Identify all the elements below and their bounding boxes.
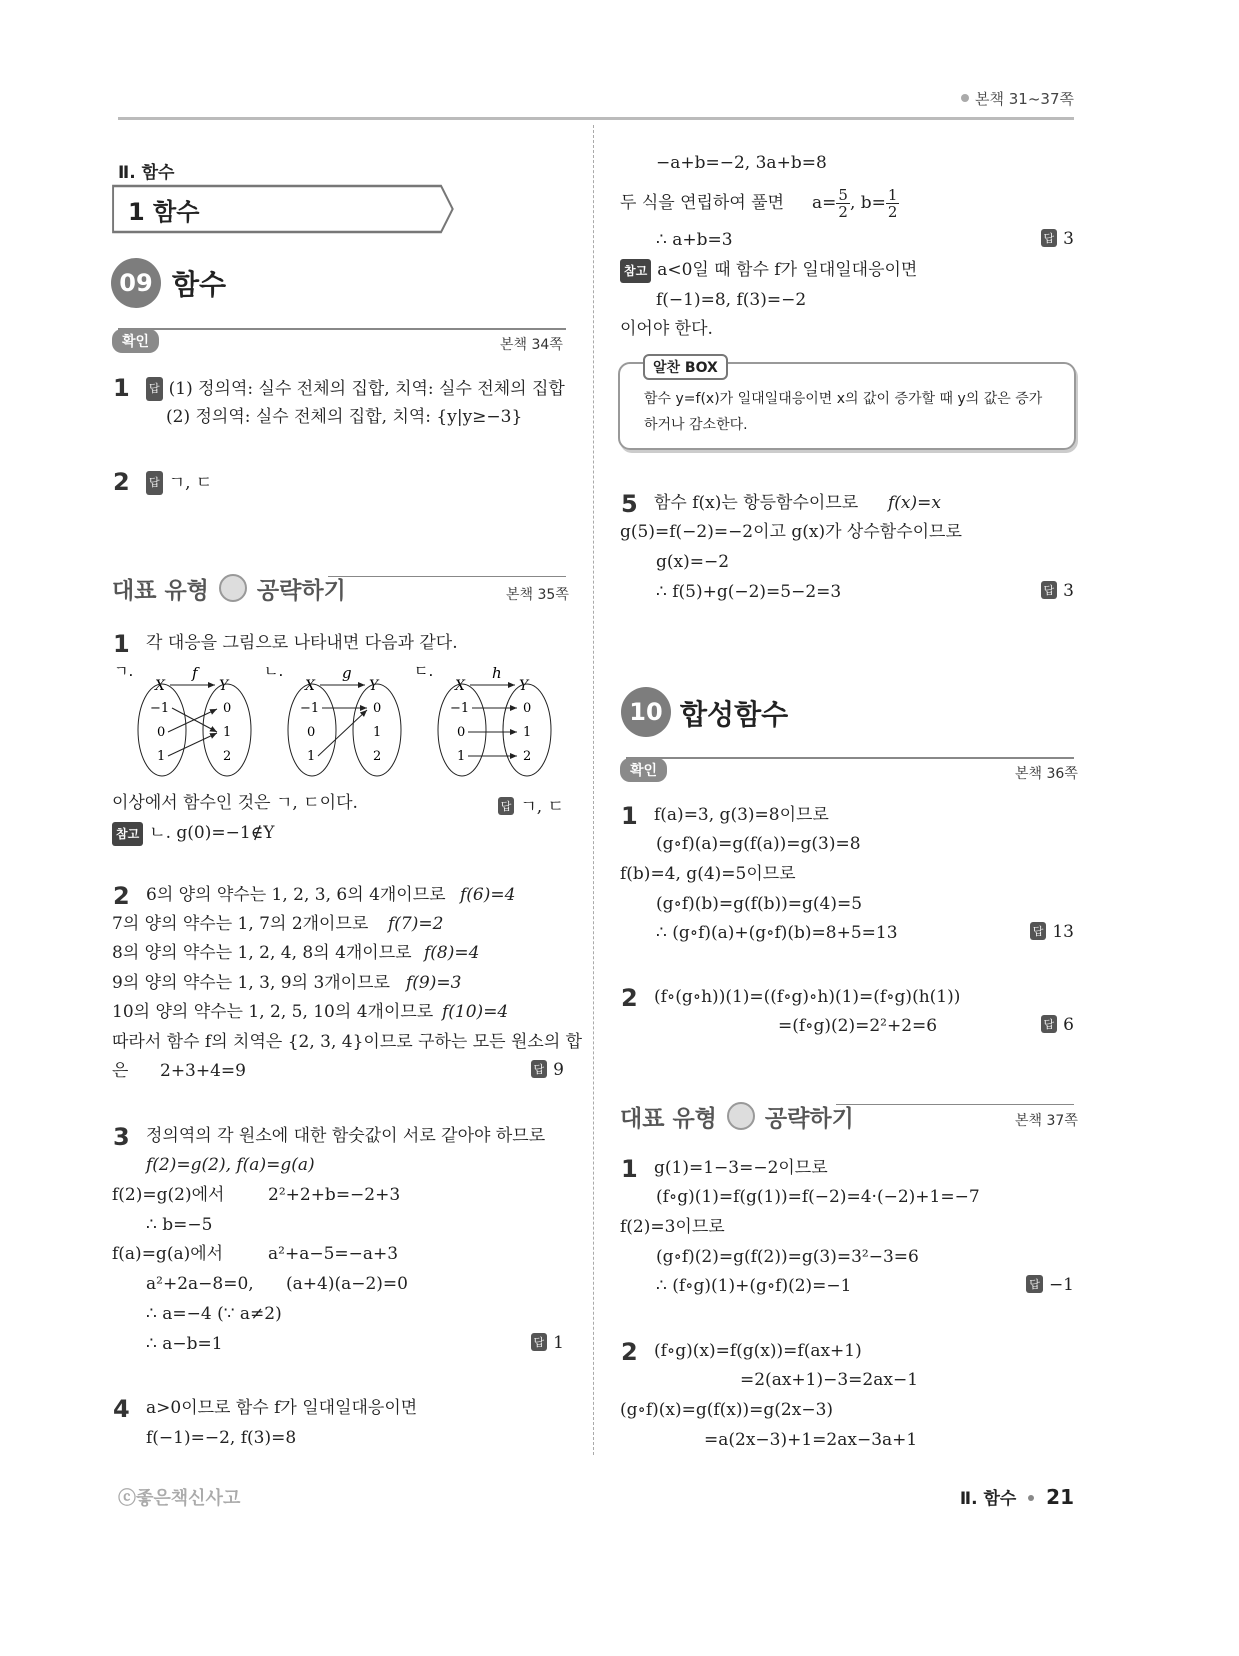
note-line [620, 259, 917, 283]
chapter-label: Ⅱ. 함수 [118, 163, 175, 183]
diagram-tag: ㄴ. [264, 662, 284, 680]
answer-line [1026, 1275, 1074, 1295]
mascot-icon [219, 574, 247, 602]
footer-chapter: Ⅱ. 함수 21 [959, 1485, 1074, 1509]
problem-text: 정의역의 각 원소에 대한 함숫값이 서로 같아야 하므로 [146, 1126, 546, 1146]
problem-number: 1 [621, 802, 638, 830]
math-line: 2+3+4=9 [160, 1061, 246, 1081]
confirm-rule [626, 757, 1074, 759]
math-line: ∴ a+b=3 [656, 230, 733, 250]
diagram-func: h [492, 664, 502, 682]
answer-line [146, 471, 212, 495]
page-reference: 본책 36쪽 [1015, 766, 1078, 782]
domain-element: 0 [457, 725, 466, 740]
problem-number: 2 [621, 984, 638, 1012]
domain-element: −1 [300, 701, 320, 716]
set-label: X [455, 678, 465, 694]
math-line: g(1)=1−3=−2이므로 [654, 1158, 828, 1178]
page-reference: 본책 35쪽 [506, 587, 569, 603]
confirm-badge: 확인 [112, 329, 159, 353]
tip-box-text: 하거나 감소한다. [644, 417, 748, 433]
math-line: a= $\frac{5}{2}$ , b= $\frac{1}{2}$ [812, 186, 898, 221]
math-line: ∴ (f∘g)(1)+(g∘f)(2)=−1 [656, 1276, 852, 1296]
daepyo-rule [836, 1104, 1074, 1105]
codomain-element: 0 [373, 701, 382, 716]
note-badge: 참고 [112, 822, 143, 846]
problem-text: 두 식을 연립하여 풀면 [620, 193, 785, 213]
problem-number: 1 [113, 374, 130, 402]
math-line: (g∘f)(x)=g(f(x))=g(2x−3) [620, 1400, 834, 1420]
codomain-element: 2 [223, 749, 232, 764]
math-line: f(2)=g(2), f(a)=g(a) [146, 1155, 315, 1175]
domain-element: 1 [307, 749, 316, 764]
math-line: f(10)=4 [442, 1002, 509, 1022]
problem-number: 2 [621, 1338, 638, 1366]
answer-badge: 답 [1026, 1275, 1043, 1293]
math-line: (g∘f)(a)=g(f(a))=g(3)=8 [656, 834, 861, 854]
domain-element: 0 [307, 725, 316, 740]
math-line: −a+b=−2, 3a+b=8 [656, 153, 827, 173]
answer-line [1030, 922, 1074, 942]
problem-number: 4 [113, 1395, 130, 1423]
diagram-tag: ㄷ. [414, 662, 434, 680]
math-line: ∴ (g∘f)(a)+(g∘f)(b)=8+5=13 [656, 923, 898, 943]
answer-line: (2) 정의역: 실수 전체의 집합, 치역: {y|y≥−3} [166, 407, 523, 427]
section-number: 10 [621, 687, 671, 737]
problem-text: 8의 양의 약수는 1, 2, 4, 8의 4개이므로 [112, 943, 412, 963]
domain-element: 1 [457, 749, 466, 764]
answer-text: 3 [1063, 581, 1074, 601]
domain-element: −1 [450, 701, 470, 716]
math-line: f(2)=3이므로 [620, 1217, 725, 1237]
answer-badge: 답 [1041, 229, 1058, 247]
math-line: (f∘g)(x)=f(g(x))=f(ax+1) [654, 1341, 862, 1361]
publisher-logo: ⓒ좋은책신사고 [118, 1488, 241, 1509]
fraction: $\frac{1}{2}$ [887, 186, 898, 221]
answer-text: 1 [553, 1333, 564, 1353]
math-line: (a+4)(a−2)=0 [286, 1274, 408, 1294]
codomain-element: 1 [523, 725, 532, 740]
math-line: f(x)=x [888, 493, 941, 513]
mascot-icon [727, 1102, 755, 1130]
problem-number: 3 [113, 1123, 130, 1151]
note-text: 이어야 한다. [620, 319, 713, 339]
answer-badge: 답 [1030, 922, 1047, 940]
section-number: 09 [111, 258, 161, 308]
answer-text: (1) 정의역: 실수 전체의 집합, 치역: 실수 전체의 집합 [168, 379, 565, 399]
answer-badge: 답 [146, 471, 163, 495]
page-reference: 본책 37쪽 [1015, 1113, 1078, 1129]
confirm-rule [118, 328, 566, 330]
answer-text: 6 [1063, 1015, 1074, 1035]
note-text: ㄴ. g(0)=−1∉Y [149, 823, 275, 843]
math-line: 2²+2+b=−2+3 [268, 1185, 401, 1205]
answer-badge: 답 [531, 1060, 548, 1078]
chapter-banner: 1 함수 [128, 198, 200, 226]
math-line: f(−1)=−2, f(3)=8 [146, 1428, 297, 1448]
math-line: ∴ a−b=1 [146, 1334, 223, 1354]
domain-element: 1 [157, 749, 166, 764]
answer-badge: 답 [531, 1333, 548, 1351]
math-line: ∴ f(5)+g(−2)=5−2=3 [656, 582, 842, 602]
tip-box-text: 함수 y=f(x)가 일대일대응이면 x의 값이 증가할 때 y의 값은 증가 [644, 391, 1043, 407]
codomain-element: 2 [373, 749, 382, 764]
answer-text: 13 [1052, 922, 1074, 942]
codomain-element: 2 [523, 749, 532, 764]
diagram-func: g [342, 664, 352, 682]
problem-number: 1 [621, 1155, 638, 1183]
math-line: a²+a−5=−a+3 [268, 1244, 399, 1264]
problem-number: 2 [113, 468, 130, 496]
answer-badge: 답 [146, 377, 163, 401]
daepyo-title: 대표 유형 공략하기 [620, 1100, 854, 1133]
problem-number: 1 [113, 630, 130, 658]
math-line: f(2)=g(2)에서 [112, 1185, 225, 1205]
diagram-g [264, 662, 401, 776]
bullet-icon [1028, 1495, 1034, 1501]
section-title: 합성함수 [680, 698, 789, 731]
math-line: =(f∘g)(2)=2²+2=6 [778, 1016, 938, 1036]
answer-text: ㄱ, ㄷ [520, 797, 564, 817]
problem-text: 은 [112, 1061, 129, 1081]
set-label: X [305, 678, 315, 694]
page-reference: 본책 34쪽 [500, 337, 563, 353]
answer-badge: 답 [498, 797, 515, 815]
header-rule [118, 117, 1074, 120]
diagram-tag: ㄱ. [114, 662, 134, 680]
daepyo-title: 대표 유형 공략하기 [112, 572, 346, 605]
daepyo-rule [328, 576, 566, 577]
fraction: $\frac{5}{2}$ [838, 186, 848, 221]
math-line: f(−1)=8, f(3)=−2 [656, 290, 807, 310]
problem-text: 7의 양의 약수는 1, 7의 2개이므로 [112, 914, 369, 934]
math-line: f(a)=3, g(3)=8이므로 [654, 805, 829, 825]
page-number: 21 [1046, 1485, 1074, 1509]
codomain-element: 1 [373, 725, 382, 740]
answer-badge: 답 [1041, 1015, 1058, 1033]
codomain-element: 0 [223, 701, 232, 716]
math-line: f(a)=g(a)에서 [112, 1244, 224, 1264]
math-line: f(7)=2 [388, 914, 444, 934]
math-line: g(x)=−2 [656, 552, 730, 572]
math-line: (g∘f)(2)=g(f(2))=g(3)=3²−3=6 [656, 1247, 919, 1267]
domain-element: 0 [157, 725, 166, 740]
set-label: Y [369, 678, 379, 694]
math-line: ∴ b=−5 [146, 1215, 213, 1235]
math-line: f(b)=4, g(4)=5이므로 [620, 864, 796, 884]
set-label: Y [219, 678, 229, 694]
answer-text: ㄱ, ㄷ [168, 473, 213, 493]
bullet-icon [961, 94, 969, 102]
math-line: (f∘(g∘h))(1)=((f∘g)∘h)(1)=(f∘g)(h(1)) [654, 987, 961, 1007]
section-title: 함수 [172, 268, 227, 301]
problem-text: 각 대응을 그림으로 나타내면 다음과 같다. [146, 633, 458, 653]
problem-text: 6의 양의 약수는 1, 2, 3, 6의 4개이므로 [146, 885, 446, 905]
answer-line [531, 1333, 564, 1353]
math-line: f(8)=4 [424, 943, 480, 963]
math-line: =a(2x−3)+1=2ax−3a+1 [704, 1430, 918, 1450]
answer-line [1041, 581, 1074, 601]
mapping-diagrams [112, 660, 572, 780]
set-label: Y [519, 678, 529, 694]
answer-line [1041, 229, 1074, 249]
problem-number: 5 [621, 490, 638, 518]
answer-text: 3 [1063, 229, 1074, 249]
answer-line [1041, 1015, 1074, 1035]
math-line: a²+2a−8=0, [146, 1274, 254, 1294]
answer-text: 9 [553, 1060, 564, 1080]
answer-line [531, 1060, 564, 1080]
note-badge: 참고 [620, 259, 651, 283]
diagram-h [414, 662, 551, 776]
math-line: (f∘g)(1)=f(g(1))=f(−2)=4·(−2)+1=−7 [656, 1187, 980, 1207]
note-line [112, 822, 275, 846]
codomain-element: 0 [523, 701, 532, 716]
answer-text: −1 [1048, 1275, 1074, 1295]
confirm-badge: 확인 [620, 758, 667, 782]
diagram-f [114, 662, 251, 776]
problem-text: 따라서 함수 f의 치역은 {2, 3, 4}이므로 구하는 모든 원소의 합 [112, 1032, 583, 1052]
math-line: (g∘f)(b)=g(f(b))=g(4)=5 [656, 894, 863, 914]
problem-text: 10의 양의 약수는 1, 2, 5, 10의 4개이므로 [112, 1002, 434, 1022]
set-label: X [155, 678, 165, 694]
problem-text: a>0이므로 함수 f가 일대일대응이면 [146, 1398, 418, 1418]
math-line: f(9)=3 [406, 973, 462, 993]
answer-badge: 답 [1041, 581, 1058, 599]
problem-text: g(5)=f(−2)=−2이고 g(x)가 상수함수이므로 [620, 522, 962, 542]
note-text: a<0일 때 함수 f가 일대일대응이면 [657, 260, 918, 280]
column-divider [593, 125, 594, 1455]
problem-text: 함수 f(x)는 항등함수이므로 [654, 493, 859, 513]
tip-box-title: 알찬 BOX [643, 354, 728, 380]
page-ref: 본책 31~37쪽 [961, 88, 1074, 109]
diagram-func: f [192, 664, 198, 682]
domain-element: −1 [150, 701, 170, 716]
math-line: f(6)=4 [460, 885, 516, 905]
answer-line [146, 377, 565, 401]
problem-text: 9의 양의 약수는 1, 3, 9의 3개이므로 [112, 973, 390, 993]
answer-line [498, 792, 564, 817]
math-line: =2(ax+1)−3=2ax−1 [740, 1370, 919, 1390]
problem-number: 2 [113, 882, 130, 910]
problem-text: 이상에서 함수인 것은 ㄱ, ㄷ이다. [112, 793, 358, 813]
codomain-element: 1 [223, 725, 232, 740]
math-line: ∴ a=−4 (∵ a≠2) [146, 1304, 282, 1324]
